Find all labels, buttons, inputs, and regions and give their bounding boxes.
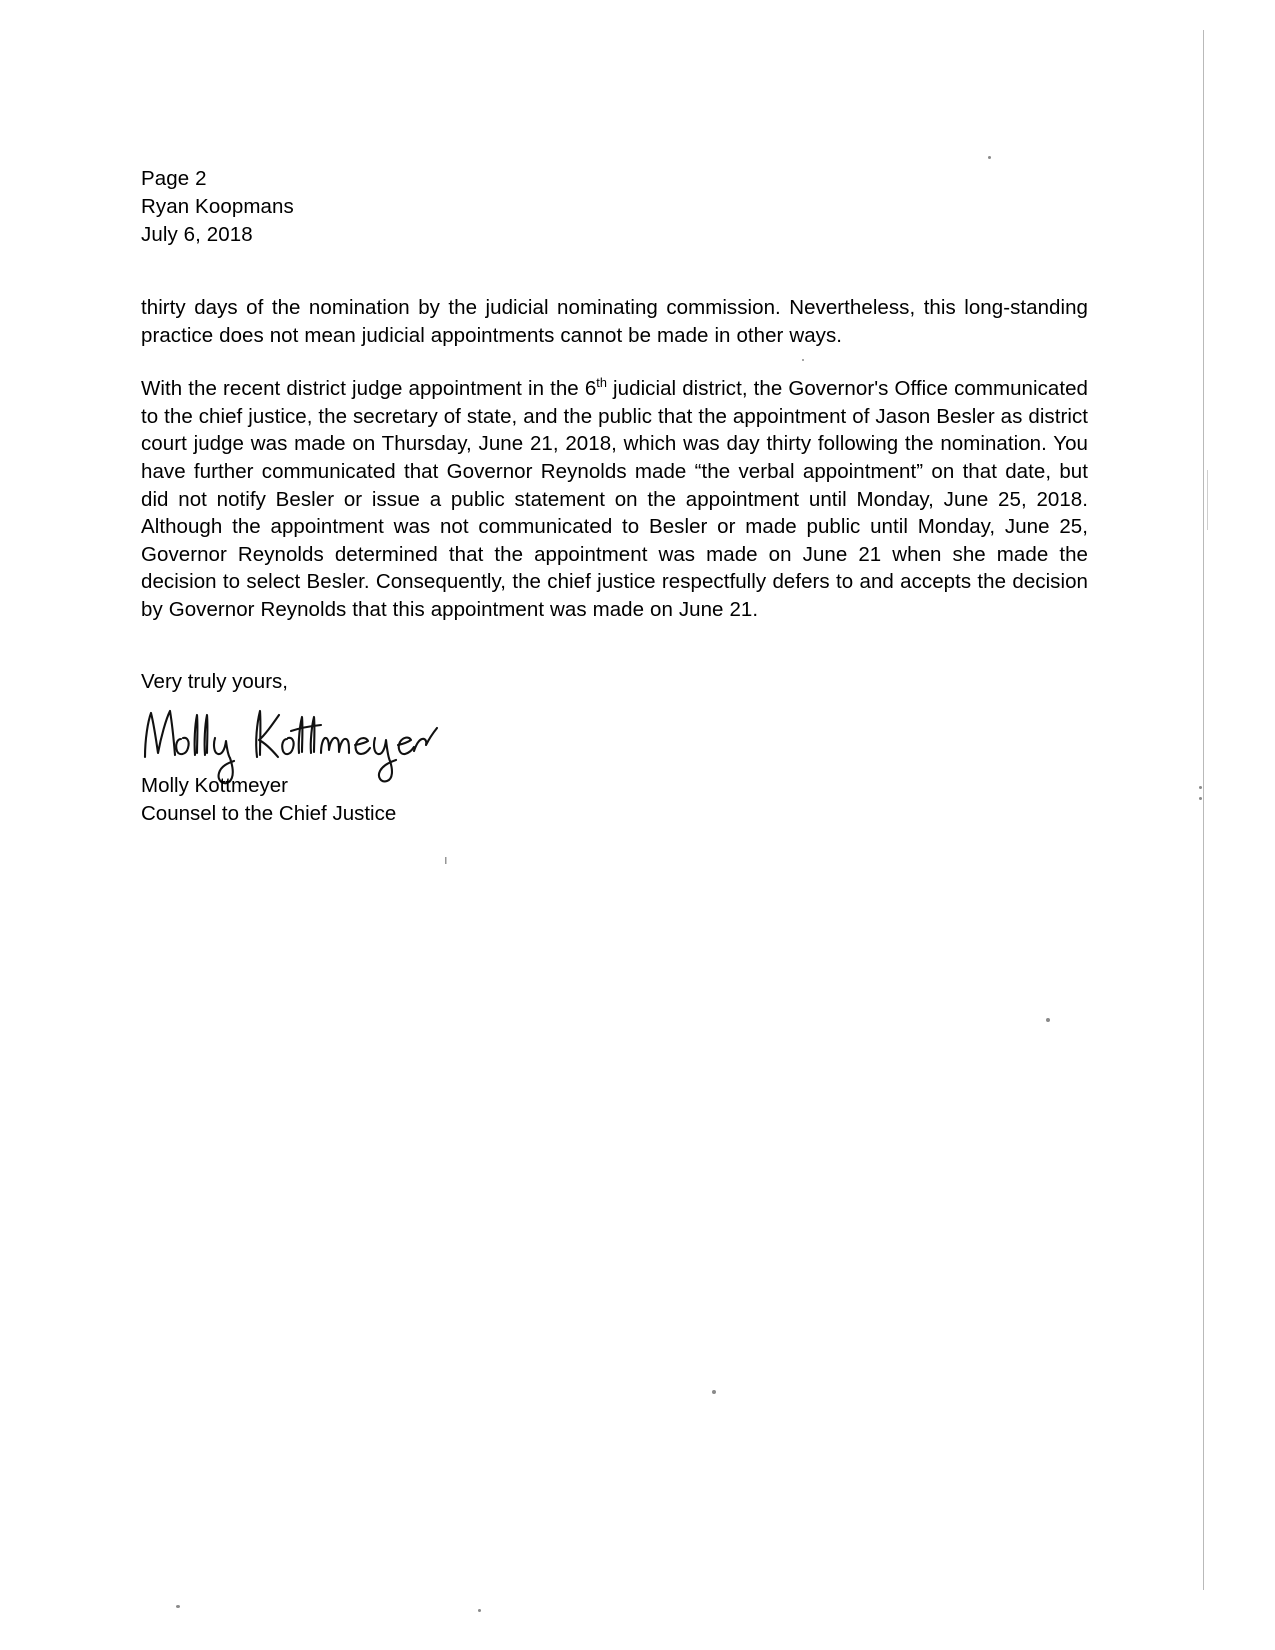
scan-speck [1046, 1018, 1050, 1022]
closing-salutation: Very truly yours, [141, 670, 288, 693]
scan-edge-line-segment [1207, 470, 1208, 530]
letter-date: July 6, 2018 [141, 223, 253, 246]
body-paragraphs [141, 294, 1088, 650]
scan-speck [1199, 786, 1202, 789]
scan-speck [176, 1605, 180, 1608]
scan-speck [478, 1609, 481, 1612]
scan-speck [712, 1390, 716, 1394]
page-label: Page 2 [141, 167, 207, 190]
recipient-name: Ryan Koopmans [141, 195, 294, 218]
ordinal-superscript: th [596, 375, 607, 391]
signer-block [141, 772, 396, 828]
scan-speck [1199, 797, 1202, 800]
paragraph-2-text-after: judicial district, the Governor's Office communicated to the chief justice, the secretary of state, and the public that the appointment of Jason Besler as district court judge was made on Thursday, June 21, 2018, which was day thirty following the nomination. You have further communicated that Governor Reynolds made “the verbal appointment” on that date, but did not notify Besler or issue a public statement on the appointment until Monday, June 25, 2018. Although the appointment was not communicated to Besler or made public until Monday, June 25, Governor Reynolds determined that the appointment was made on June 21 when she made the decision to select Besler. Consequently, the chief justice respectfully defers to and accepts the decision by Governor Reynolds that this appointment was made on June 21. [141, 377, 1089, 621]
paragraph-2 [141, 375, 1088, 623]
letter-header [141, 165, 294, 249]
signer-title: Counsel to the Chief Justice [141, 802, 397, 825]
paragraph-1: thirty days of the nomination by the judicial nominating commission. Nevertheless, this long-standing practice does not mean judicial appointments cannot be made in other ways. [141, 296, 1088, 347]
signer-name: Molly Kottmeyer [141, 774, 288, 797]
paragraph-2-text-before: With the recent district judge appointment in the 6 [141, 377, 597, 401]
scan-speck [988, 156, 991, 159]
stray-scan-mark: ı [444, 852, 448, 867]
scan-edge-line [1203, 30, 1204, 1590]
